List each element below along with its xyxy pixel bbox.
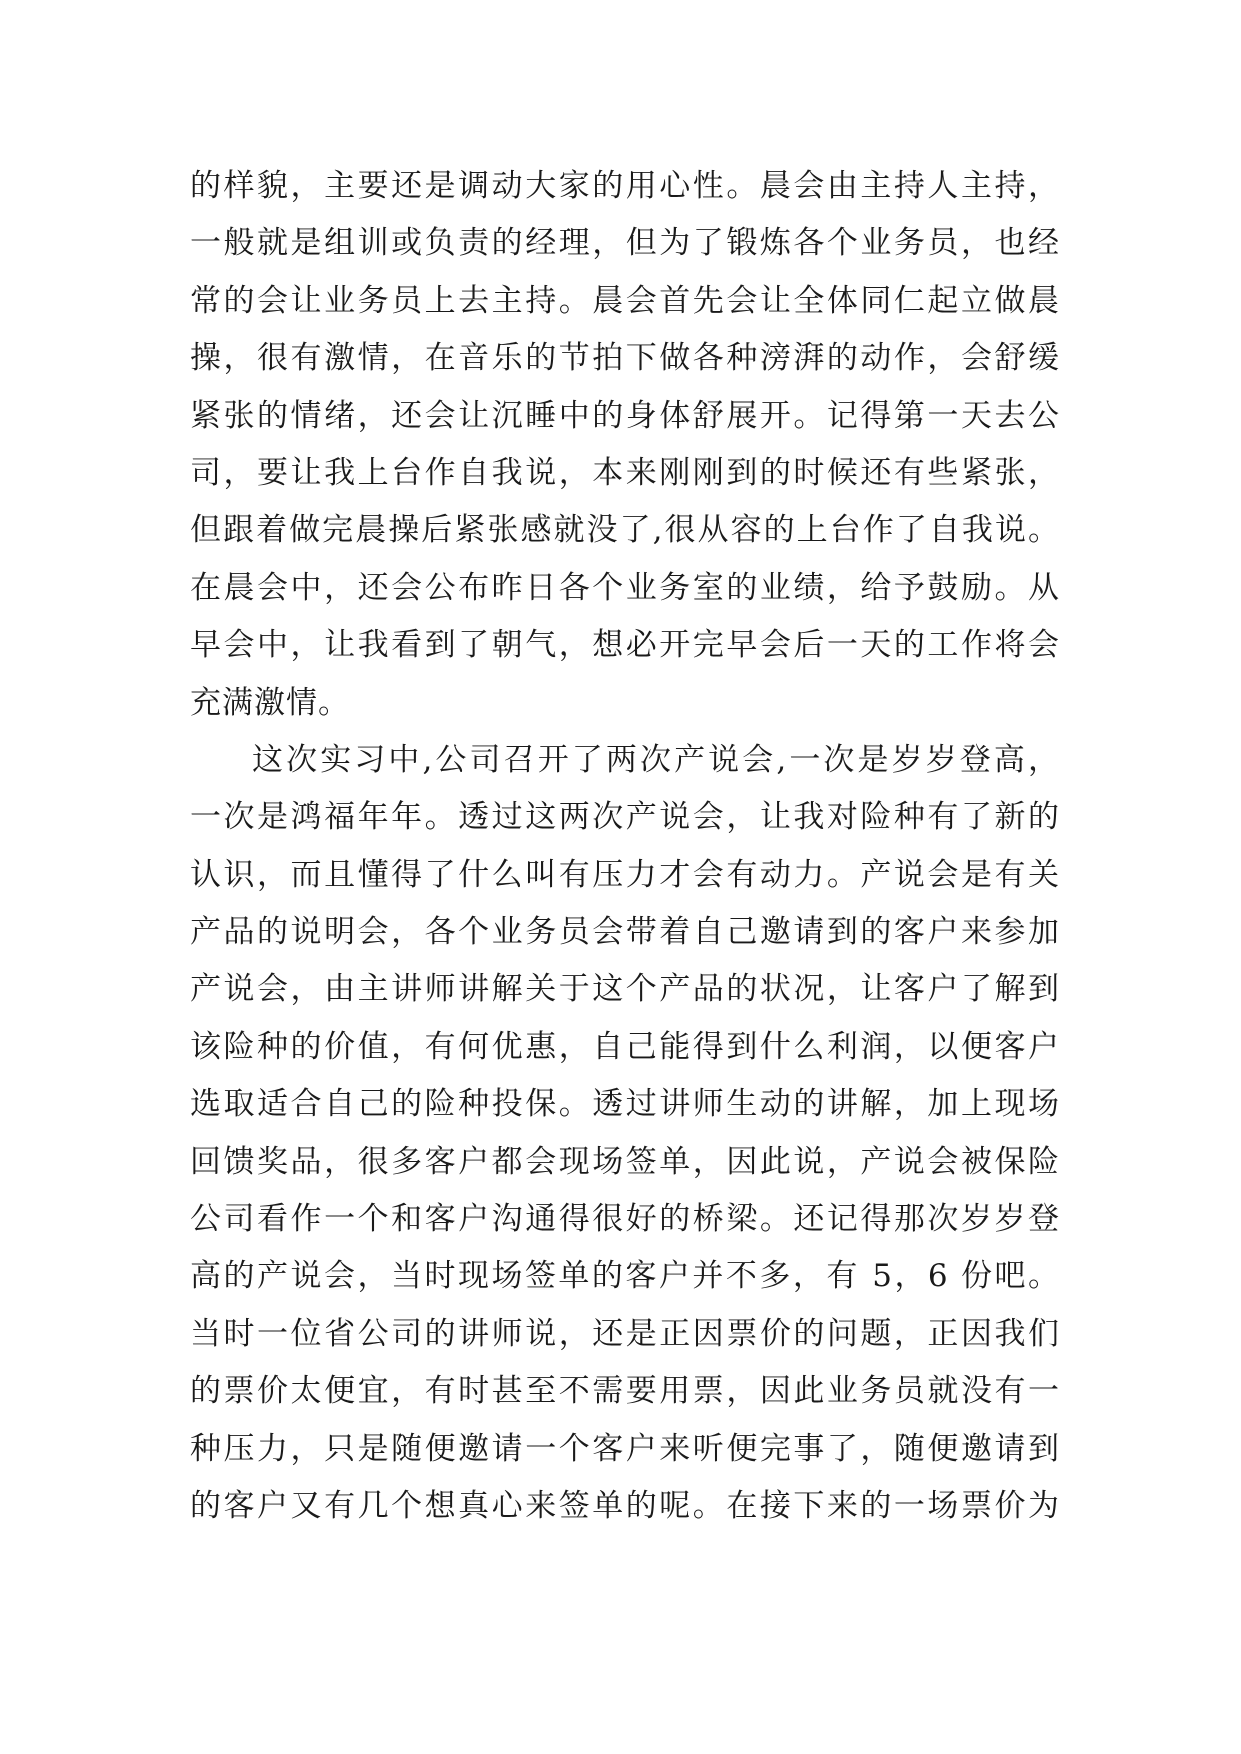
text-line: 司，要让我上台作自我说，本来刚刚到的时候还有些紧张， (190, 454, 1060, 491)
text-line: 操，很有激情，在音乐的节拍下做各种滂湃的动作，会舒缓 (190, 340, 1060, 377)
text-line: 产品的说明会，各个业务员会带着自己邀请到的客户来参加 (190, 914, 1060, 951)
text-line: 当时一位省公司的讲师说，还是正因票价的问题，正因我们 (190, 1315, 1060, 1352)
text-line: 在晨会中，还会公布昨日各个业务室的业绩，给予鼓励。从 (190, 569, 1060, 606)
body-text (190, 158, 1060, 1535)
text-line: 紧张的情绪，还会让沉睡中的身体舒展开。记得第一天去公 (190, 397, 1060, 434)
text-line: 充满激情。 (190, 684, 350, 721)
text-line: 一次是鸿福年年。透过这两次产说会，让我对险种有了新的 (190, 799, 1060, 836)
text-line: 这次实习中,公司召开了两次产说会,一次是岁岁登高， (252, 741, 1060, 778)
text-line: 产说会，由主讲师讲解关于这个产品的状况，让客户了解到 (190, 971, 1060, 1008)
text-line: 选取适合自己的险种投保。透过讲师生动的讲解，加上现场 (190, 1086, 1060, 1123)
paragraph-2 (190, 732, 1060, 1535)
text-line: 的样貌，主要还是调动大家的用心性。晨会由主持人主持， (190, 168, 1060, 204)
text-line: 种压力，只是随便邀请一个客户来听便完事了，随便邀请到 (190, 1430, 1060, 1467)
text-line: 早会中，让我看到了朝气，想必开完早会后一天的工作将会 (190, 627, 1060, 664)
text-line: 但跟着做完晨操后紧张感就没了,很从容的上台作了自我说。 (190, 512, 1060, 549)
text-line: 一般就是组训或负责的经理，但为了锻炼各个业务员，也经 (190, 225, 1060, 262)
paragraph-1 (190, 158, 1060, 732)
text-line: 回馈奖品，很多客户都会现场签单，因此说，产说会被保险 (190, 1143, 1060, 1180)
text-line: 的客户又有几个想真心来签单的呢。在接下来的一场票价为 (190, 1487, 1060, 1524)
text-line: 公司看作一个和客户沟通得很好的桥梁。还记得那次岁岁登 (190, 1201, 1060, 1238)
text-line: 认识，而且懂得了什么叫有压力才会有动力。产说会是有关 (190, 856, 1060, 893)
text-line: 高的产说会，当时现场签单的客户并不多，有 5，6 份吧。 (190, 1258, 1060, 1295)
text-line: 的票价太便宜，有时甚至不需要用票，因此业务员就没有一 (190, 1373, 1060, 1410)
text-line: 常的会让业务员上去主持。晨会首先会让全体同仁起立做晨 (190, 282, 1060, 319)
text-line: 该险种的价值，有何优惠，自己能得到什么利润，以便客户 (190, 1028, 1060, 1065)
